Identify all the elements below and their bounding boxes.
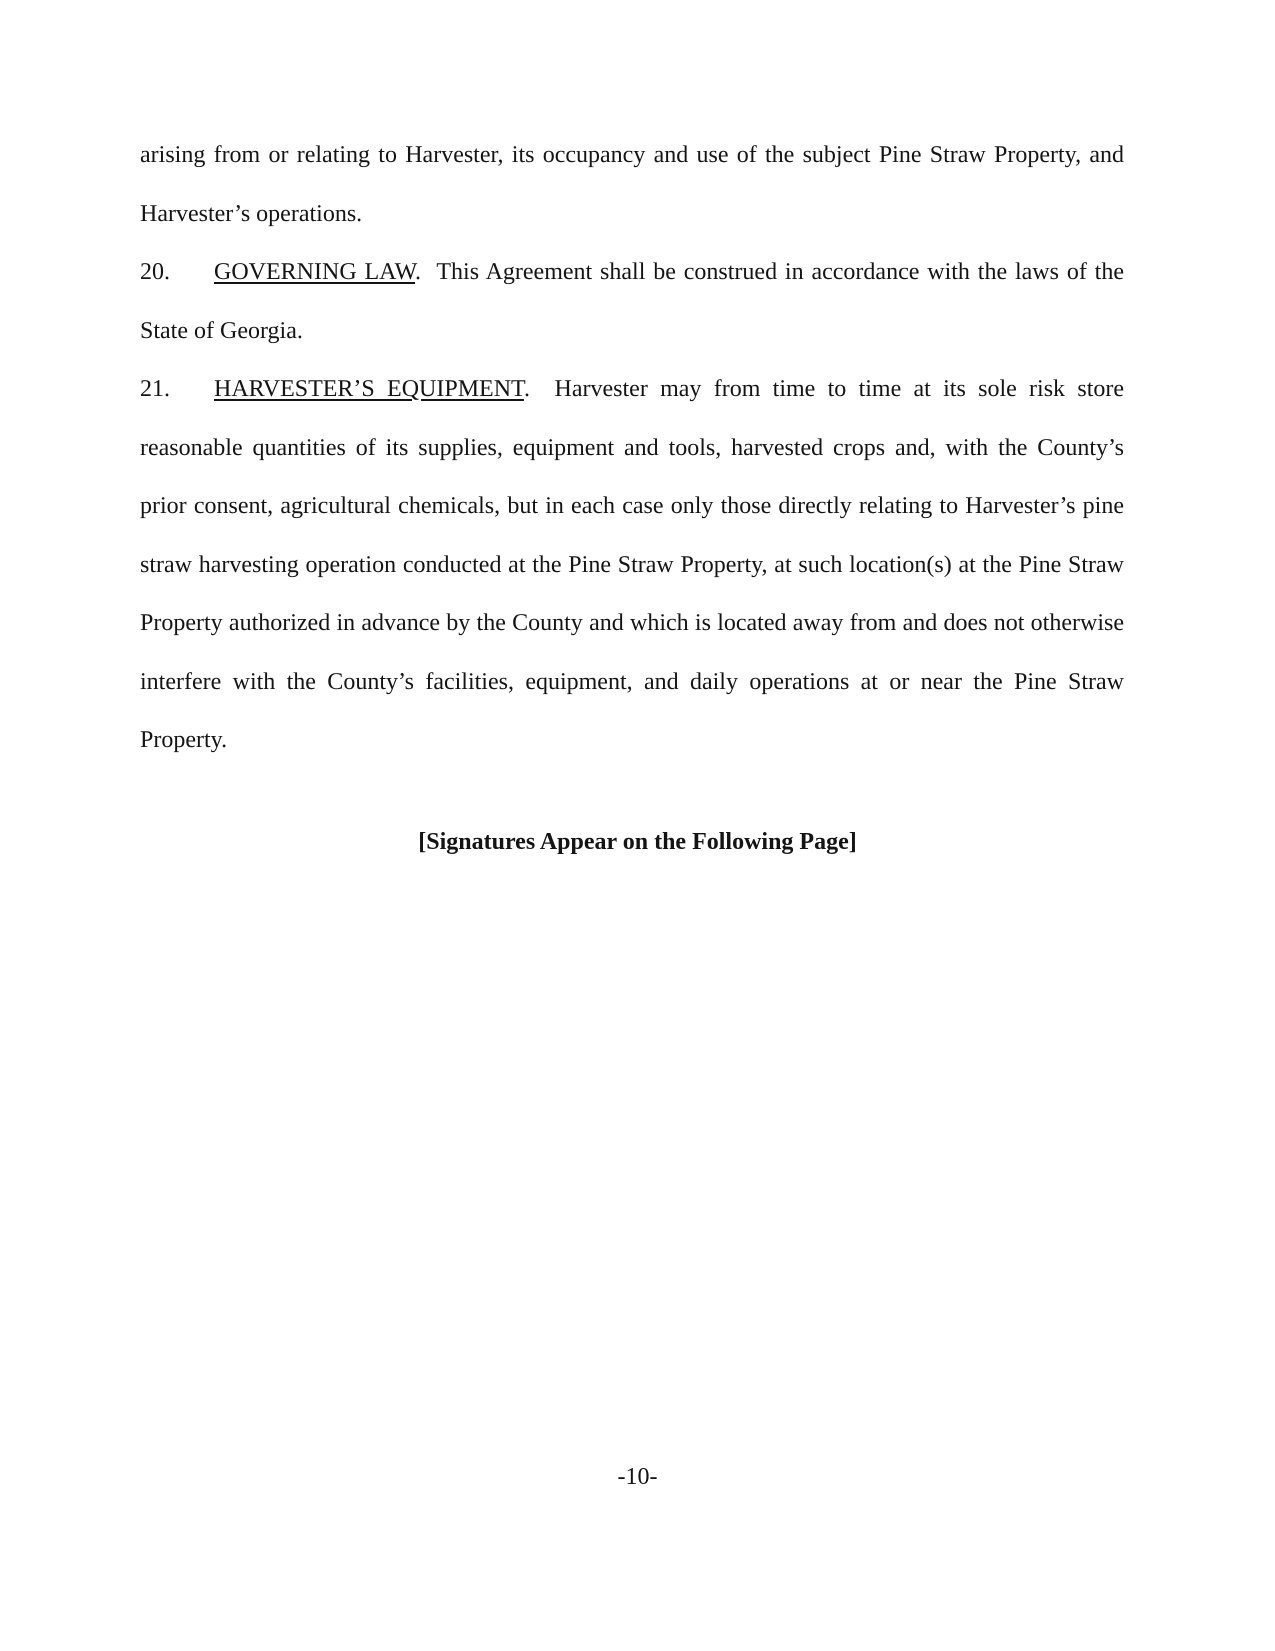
section-21-number: 21. <box>140 376 170 402</box>
continuation-paragraph <box>140 126 1124 243</box>
section-20-body: This Agreement shall be construed in accordance with the laws of the State of Georgia. <box>140 259 1124 344</box>
signatures-note: [Signatures Appear on the Following Page] <box>418 829 857 855</box>
section-21-title-punct: . <box>523 376 530 402</box>
section-20-title-punct: . <box>415 259 422 285</box>
section-20-number: 20. <box>140 259 170 285</box>
section-20-title: GOVERNING LAW <box>214 259 416 285</box>
section-21-paragraph <box>140 360 1124 770</box>
section-21-title: HARVESTER’S EQUIPMENT <box>214 376 524 402</box>
section-21-body: Harvester may from time to time at its sole risk store reasonable quantities of its supplies, equipment and tools, harvested crops and, with the County’s prior consent, agricultural chemicals, but in each case only those directly relating to Harvester’s pine straw harvesting operation conducted at the Pine Straw Property, at such location(s) at the Pine Straw Property authorized in advance by the County and which is located away from and does not otherwise interfere with the County’s facilities, equipment, and daily operations at or near the Pine Straw Property. <box>140 376 1125 753</box>
document-body <box>140 126 1124 770</box>
section-20-paragraph <box>140 243 1124 360</box>
continuation-text: arising from or relating to Harvester, its occupancy and use of the subject Pine Straw Property, and Harvester’s operations. <box>140 142 1124 227</box>
page-number: -10- <box>617 1464 658 1490</box>
